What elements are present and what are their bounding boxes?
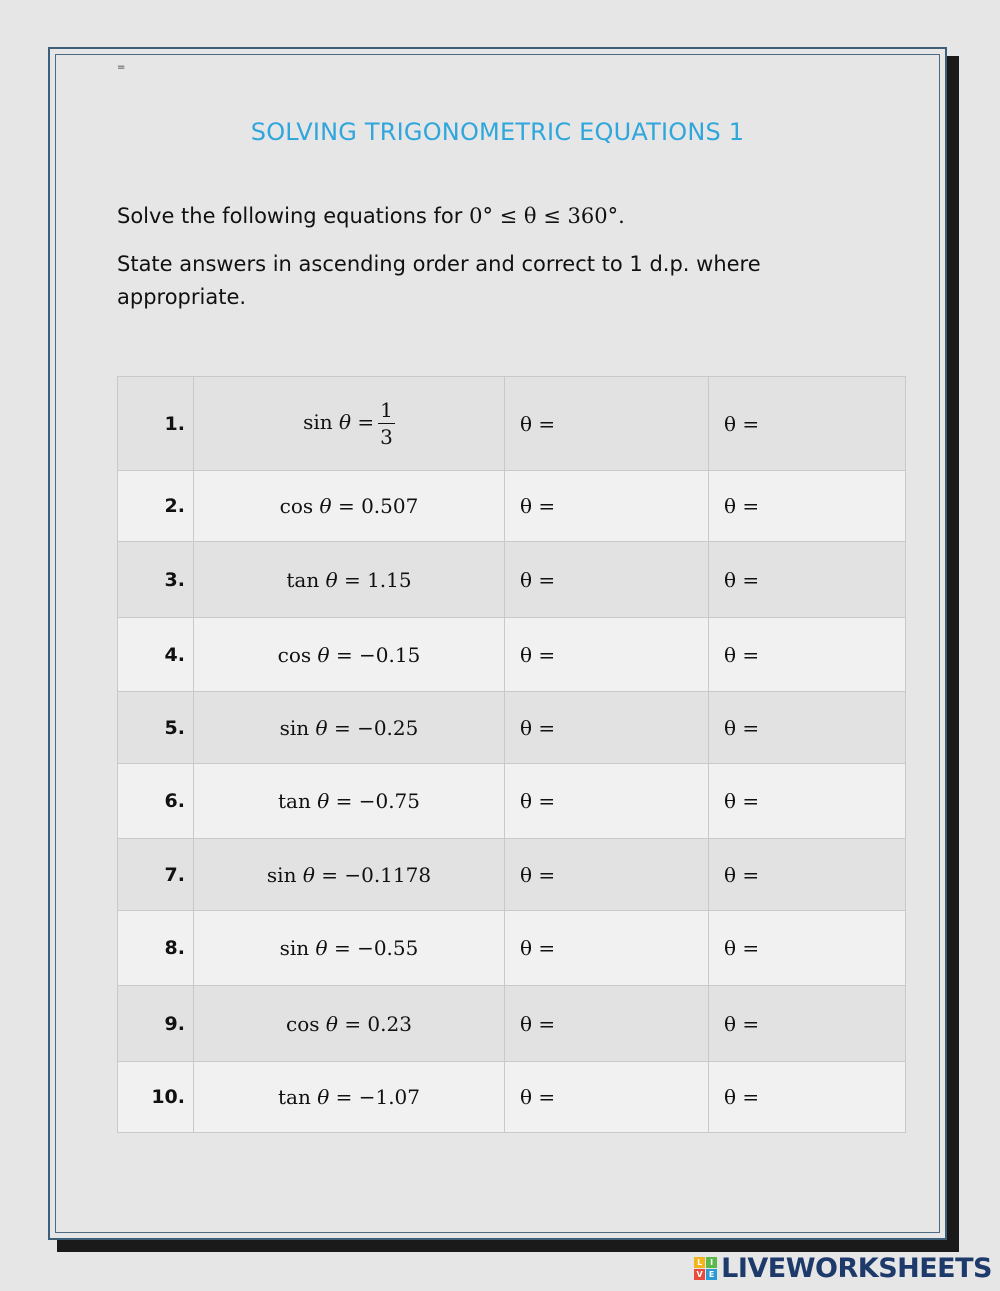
theta-symbol: θ [302, 862, 315, 887]
equation-cell [194, 542, 505, 618]
equation-rhs: = −0.1178 [321, 862, 432, 887]
logo-mark-icon [694, 1257, 717, 1280]
equation-cell [194, 839, 505, 911]
logo-mark-tile: V [694, 1269, 705, 1280]
theta-symbol: θ [315, 936, 328, 960]
answer-cell-1[interactable]: θ = [505, 986, 709, 1062]
answer-cell-1[interactable]: θ = [505, 471, 709, 542]
fraction-numerator: 1 [380, 398, 393, 422]
answer-cell-2[interactable]: θ = [709, 692, 906, 764]
question-number: 9. [118, 986, 194, 1062]
logo-text: LIVEWORKSHEETS [721, 1252, 992, 1284]
trig-function: sin [303, 410, 333, 434]
equation-row [118, 618, 906, 692]
theta-symbol: θ [315, 715, 328, 740]
answer-cell-1[interactable]: θ = [505, 692, 709, 764]
question-number: 10. [118, 1062, 194, 1133]
equation-row [118, 764, 906, 839]
answer-cell-2[interactable]: θ = [709, 839, 906, 911]
answer-cell-2[interactable]: θ = [709, 471, 906, 542]
answer-cell-1[interactable]: θ = [505, 1062, 709, 1133]
equation-cell [194, 618, 505, 692]
question-number: 6. [118, 764, 194, 839]
equation-cell [194, 377, 505, 471]
trig-function: tan [277, 789, 311, 813]
instruction-1-range: 0° ≤ θ ≤ 360°. [469, 204, 625, 228]
fraction-denominator: 3 [380, 425, 393, 449]
trig-function: sin [279, 715, 310, 740]
answer-cell-1[interactable]: θ = [505, 618, 709, 692]
answer-cell-1[interactable]: θ = [505, 764, 709, 839]
answer-cell-2[interactable]: θ = [709, 911, 906, 986]
equation-rhs: = −0.15 [335, 642, 421, 667]
equation-cell [194, 471, 505, 542]
equation-row [118, 839, 906, 911]
answer-cell-2[interactable]: θ = [709, 764, 906, 839]
question-number: 8. [118, 911, 194, 986]
theta-symbol: θ [325, 1011, 338, 1036]
equation-rhs: = −0.25 [333, 715, 419, 740]
equation-cell [194, 986, 505, 1062]
trig-function: sin [266, 862, 297, 887]
instruction-1-text: Solve the following equations for [117, 204, 463, 228]
question-number: 4. [118, 618, 194, 692]
theta-symbol: θ [339, 410, 352, 434]
theta-symbol: θ [317, 1085, 330, 1109]
equation-rhs: = −0.75 [335, 789, 420, 813]
answer-cell-2[interactable]: θ = [709, 542, 906, 618]
logo-mark-tile: L [694, 1257, 705, 1268]
trig-function: tan [286, 567, 320, 592]
question-number: 1. [118, 377, 194, 471]
answer-cell-1[interactable]: θ = [505, 911, 709, 986]
logo-mark-tile: I [706, 1257, 717, 1268]
equation-rhs: = −1.07 [335, 1085, 420, 1109]
equations-table [117, 376, 906, 1133]
equation-row [118, 692, 906, 764]
question-number: 5. [118, 692, 194, 764]
answer-cell-1[interactable]: θ = [505, 542, 709, 618]
trig-function: sin [279, 936, 310, 960]
answer-cell-1[interactable]: θ = [505, 839, 709, 911]
answer-cell-2[interactable]: θ = [709, 986, 906, 1062]
page-marker: = [117, 62, 126, 73]
equation-rhs: = 0.23 [344, 1011, 412, 1036]
equation-rhs: = 1.15 [343, 567, 412, 592]
equation-rhs: = −0.55 [333, 936, 419, 960]
answer-cell-2[interactable]: θ = [709, 377, 906, 471]
trig-function: cos [279, 494, 314, 518]
fraction [378, 400, 395, 447]
answer-cell-1[interactable]: θ = [505, 377, 709, 471]
equation-cell [194, 692, 505, 764]
trig-function: tan [277, 1085, 311, 1109]
equation-cell [194, 911, 505, 986]
instruction-line-1 [117, 200, 837, 233]
logo-mark-tile: E [706, 1269, 717, 1280]
trig-function: cos [277, 642, 312, 667]
equation-row [118, 377, 906, 471]
equals-sign: = [357, 410, 375, 434]
equation-row [118, 542, 906, 618]
answer-cell-2[interactable]: θ = [709, 618, 906, 692]
equation-row [118, 911, 906, 986]
equation-row [118, 986, 906, 1062]
theta-symbol: θ [319, 494, 332, 518]
equation-row [118, 471, 906, 542]
question-number: 7. [118, 839, 194, 911]
liveworksheets-logo [694, 1253, 992, 1283]
trig-function: cos [286, 1011, 320, 1036]
equation-row [118, 1062, 906, 1133]
equation-cell [194, 1062, 505, 1133]
equation-rhs: = 0.507 [337, 494, 419, 518]
instruction-line-2: State answers in ascending order and correct to 1 d.p. where appropriate. [117, 252, 761, 309]
equation-cell [194, 764, 505, 839]
theta-symbol: θ [317, 789, 330, 813]
page-title: SOLVING TRIGONOMETRIC EQUATIONS 1 [250, 118, 745, 146]
question-number: 3. [118, 542, 194, 618]
answer-cell-2[interactable]: θ = [709, 1062, 906, 1133]
question-number: 2. [118, 471, 194, 542]
theta-symbol: θ [325, 567, 338, 592]
theta-symbol: θ [317, 642, 330, 667]
